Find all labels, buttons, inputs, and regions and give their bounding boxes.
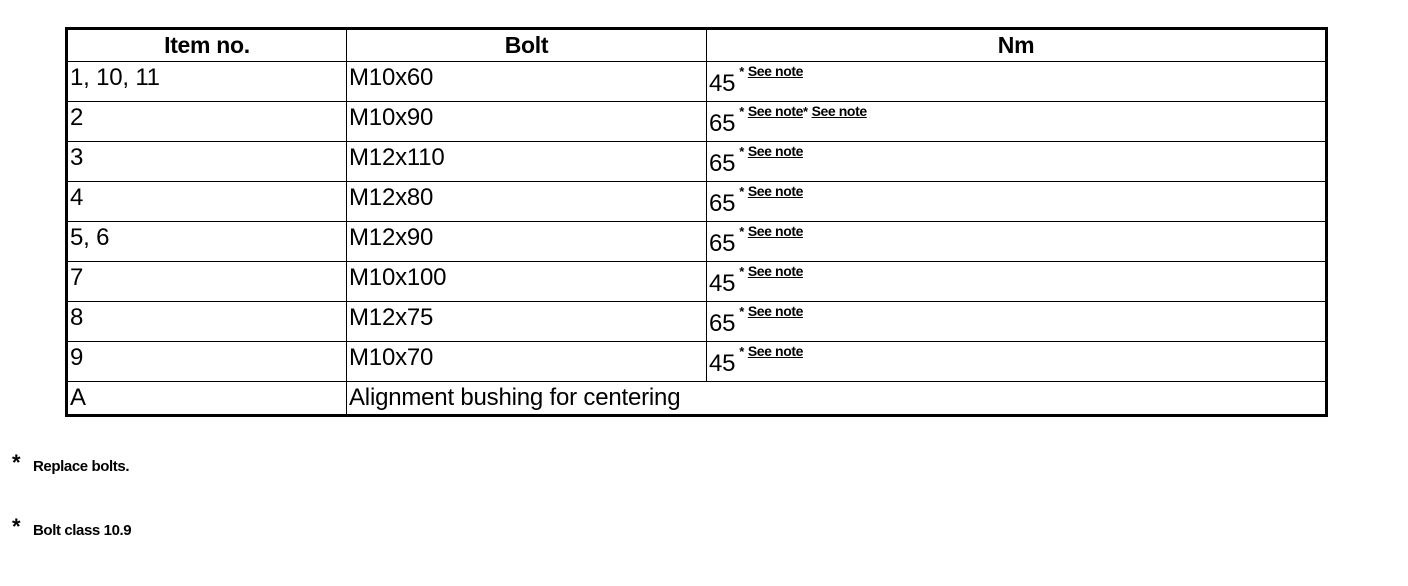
- note-links: [739, 103, 866, 120]
- cell-item: 9: [67, 342, 347, 382]
- cell-description: Alignment bushing for centering: [347, 382, 1327, 416]
- footnote-marker: *: [12, 514, 21, 539]
- cell-nm: [707, 302, 1327, 342]
- cell-item: 2: [67, 102, 347, 142]
- cell-item: 8: [67, 302, 347, 342]
- table-row: [67, 342, 1327, 382]
- see-note-link[interactable]: See note: [811, 103, 867, 119]
- cell-bolt: M10x90: [347, 102, 707, 142]
- cell-nm: [707, 142, 1327, 182]
- cell-item: 1, 10, 11: [67, 62, 347, 102]
- torque-value: 65: [709, 230, 736, 257]
- table-row: [67, 62, 1327, 102]
- cell-nm: [707, 222, 1327, 262]
- see-note-link[interactable]: See note: [747, 263, 804, 279]
- cell-item: 7: [67, 262, 347, 302]
- see-note-link[interactable]: See note: [747, 183, 804, 199]
- note-marker: *: [739, 184, 745, 199]
- note-links: [739, 263, 803, 280]
- torque-value: 45: [709, 350, 736, 377]
- cell-nm: [707, 262, 1327, 302]
- header-item-no: Item no.: [67, 29, 347, 62]
- note-links: [739, 63, 803, 80]
- note-links: [739, 343, 803, 360]
- torque-value: 65: [709, 310, 736, 337]
- see-note-link[interactable]: See note: [747, 343, 804, 359]
- torque-value: 45: [709, 270, 736, 297]
- header-nm: Nm: [707, 29, 1327, 62]
- note-marker: *: [803, 104, 808, 119]
- table-row: [67, 102, 1327, 142]
- see-note-link[interactable]: See note: [747, 223, 804, 239]
- note-links: [739, 183, 803, 200]
- footnote-bolt-class: [12, 516, 131, 540]
- torque-table: [65, 27, 1328, 417]
- cell-nm: [707, 62, 1327, 102]
- note-links: [739, 143, 803, 160]
- footnotes: [12, 452, 131, 580]
- note-marker: *: [739, 104, 745, 119]
- cell-bolt: M12x110: [347, 142, 707, 182]
- see-note-link[interactable]: See note: [747, 63, 804, 79]
- table-row: [67, 182, 1327, 222]
- cell-nm: [707, 102, 1327, 142]
- table-row: [67, 142, 1327, 182]
- cell-item: 3: [67, 142, 347, 182]
- see-note-link[interactable]: See note: [747, 303, 804, 319]
- cell-nm: [707, 342, 1327, 382]
- table-row: [67, 302, 1327, 342]
- table-body: [67, 62, 1327, 416]
- see-note-link[interactable]: See note: [747, 143, 804, 159]
- see-note-link[interactable]: See note: [747, 103, 804, 119]
- note-marker: *: [739, 304, 745, 319]
- cell-bolt: M10x60: [347, 62, 707, 102]
- note-links: [739, 223, 803, 240]
- note-marker: *: [739, 224, 745, 239]
- torque-value: 65: [709, 150, 736, 177]
- torque-value: 65: [709, 190, 736, 217]
- note-marker: *: [739, 64, 745, 79]
- note-marker: *: [739, 344, 745, 359]
- cell-item: 5, 6: [67, 222, 347, 262]
- table-row: [67, 262, 1327, 302]
- note-marker: *: [739, 144, 745, 159]
- table-row-alignment: [67, 382, 1327, 416]
- cell-bolt: M10x70: [347, 342, 707, 382]
- cell-nm: [707, 182, 1327, 222]
- footnote-marker: *: [12, 450, 21, 475]
- table-row: [67, 222, 1327, 262]
- torque-value: 65: [709, 110, 736, 137]
- footnote-text: Replace bolts.: [33, 458, 130, 475]
- note-marker: *: [739, 264, 745, 279]
- cell-bolt: M12x80: [347, 182, 707, 222]
- cell-bolt: M12x90: [347, 222, 707, 262]
- table-header-row: [67, 29, 1327, 62]
- footnote-text: Bolt class 10.9: [33, 522, 132, 539]
- cell-item: A: [67, 382, 347, 416]
- cell-bolt: M10x100: [347, 262, 707, 302]
- note-links: [739, 303, 803, 320]
- cell-bolt: M12x75: [347, 302, 707, 342]
- cell-item: 4: [67, 182, 347, 222]
- torque-value: 45: [709, 70, 736, 97]
- footnote-replace-bolts: [12, 452, 131, 476]
- header-bolt: Bolt: [347, 29, 707, 62]
